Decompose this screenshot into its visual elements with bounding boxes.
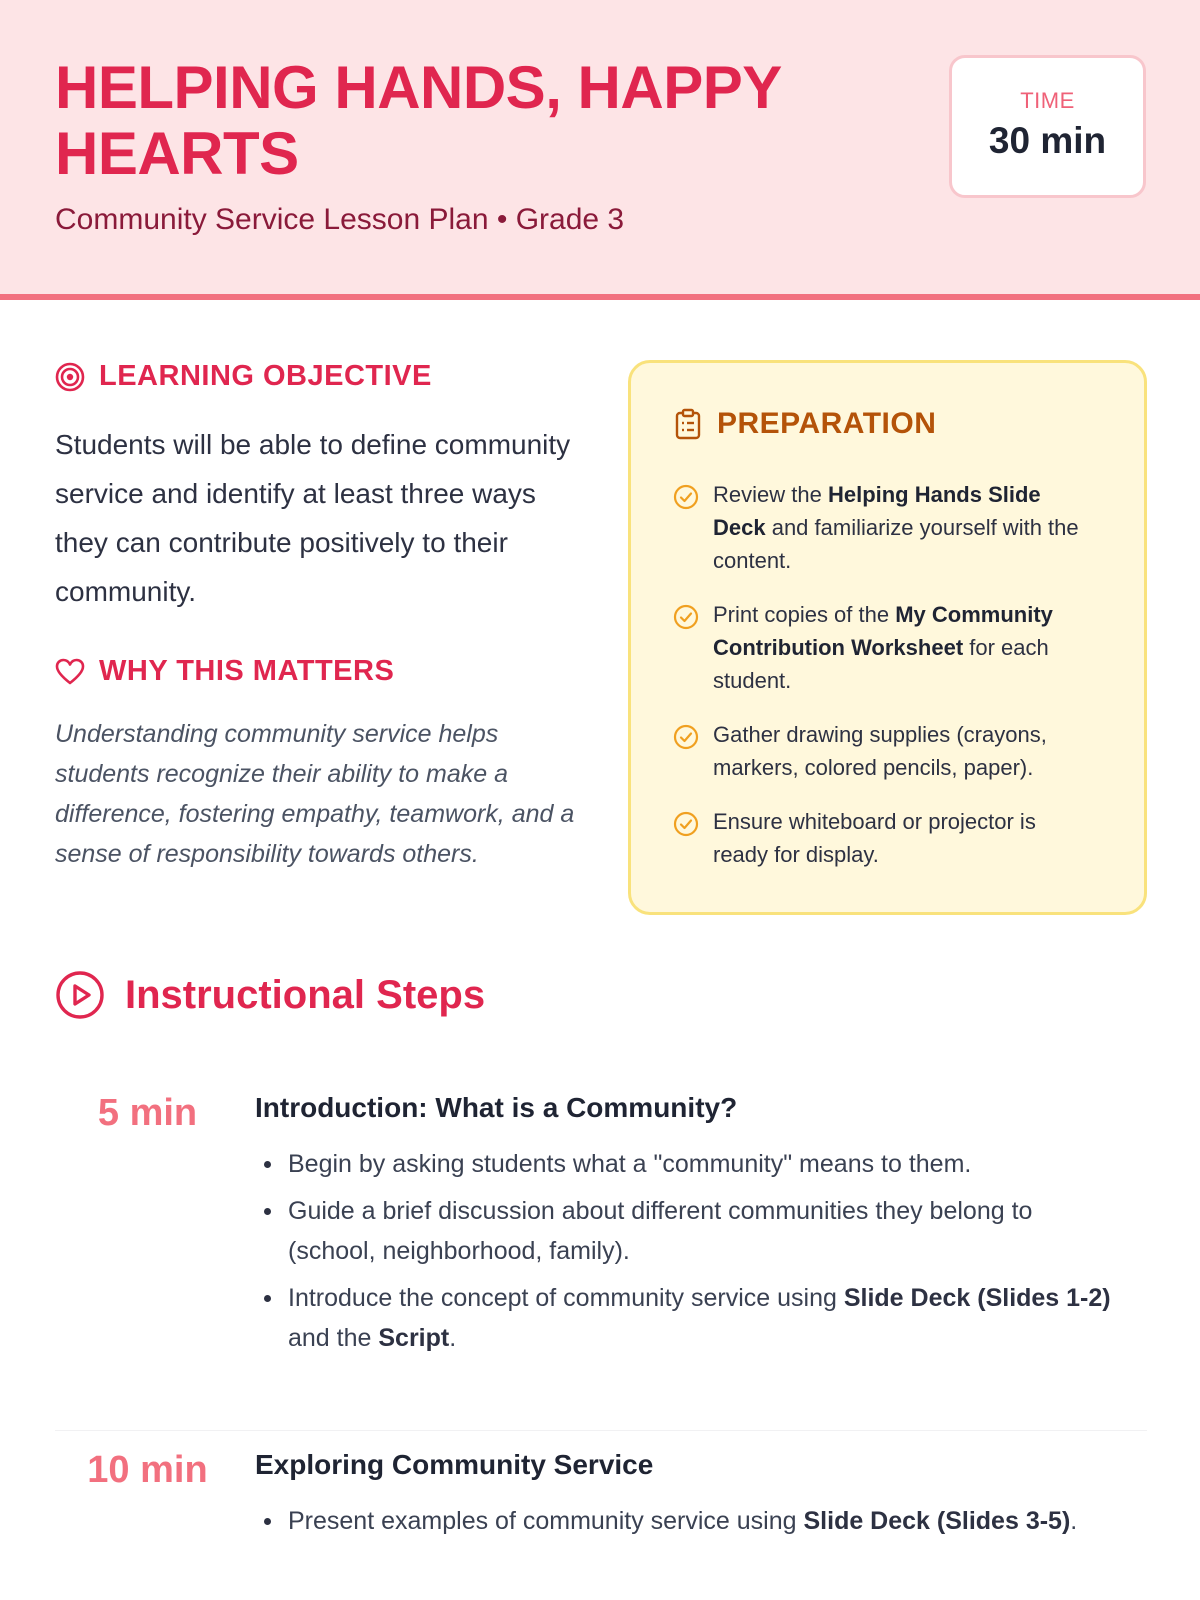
preparation-item: [673, 718, 1093, 784]
step-bullet: Introduce the concept of community service using Slide Deck (Slides 1-2) and the Script.: [255, 1278, 1125, 1358]
step-card: [55, 1080, 1147, 1380]
objective-text: Students will be able to define community service and identify at least three ways they can contribute positively to their community.: [55, 429, 571, 607]
step-bullet: Begin by asking students what a "community" means to them.: [255, 1144, 1125, 1184]
header: [0, 0, 1200, 300]
check-circle-icon: [673, 724, 699, 750]
step-duration: 10 min: [87, 1449, 208, 1491]
clipboard-icon: [675, 408, 701, 440]
time-value: 30 min: [988, 120, 1107, 161]
step-title: Exploring Community Service: [255, 1449, 654, 1480]
check-circle-icon: [673, 604, 699, 630]
step-title: Introduction: What is a Community?: [255, 1092, 738, 1123]
preparation-item-text: Ensure whiteboard or projector is ready for display.: [713, 809, 1036, 867]
page-title: HELPING HANDS, HAPPY HEARTS: [55, 54, 781, 187]
preparation-item: [673, 478, 1093, 577]
why-text: Understanding community service helps students recognize their ability to make a difference, fostering empathy, teamwork, and a sense of responsibility towards others.: [55, 720, 575, 868]
page-subtitle: Community Service Lesson Plan • Grade 3: [55, 203, 625, 236]
preparation-item: [673, 598, 1093, 697]
preparation-item-text: Print copies of the My Community Contribution Worksheet for each student.: [713, 602, 1053, 693]
preparation-item-text: Gather drawing supplies (crayons, markers, colored pencils, paper).: [713, 722, 1047, 780]
preparation-heading: [675, 407, 936, 441]
step-bullets: [255, 1144, 1125, 1365]
objective-heading: [55, 360, 432, 393]
instructional-steps-heading: [55, 970, 485, 1020]
time-card: [949, 55, 1146, 198]
objective-heading-label: LEARNING OBJECTIVE: [99, 360, 432, 392]
step-card: [55, 1430, 1147, 1600]
why-heading-label: WHY THIS MATTERS: [99, 655, 395, 687]
play-circle-icon: [55, 970, 105, 1020]
why-heading: [55, 655, 394, 688]
time-label: TIME: [1020, 88, 1075, 113]
step-bullet: Present examples of community service using Slide Deck (Slides 3-5).: [255, 1501, 1125, 1541]
heart-icon: [55, 657, 85, 687]
preparation-heading-label: PREPARATION: [717, 407, 937, 440]
target-icon: [55, 362, 85, 392]
step-bullets: [255, 1501, 1125, 1548]
preparation-item-text: Review the Helping Hands Slide Deck and familiarize yourself with the content.: [713, 482, 1079, 573]
preparation-card: [628, 360, 1147, 915]
step-bullet: Guide a brief discussion about different communities they belong to (school, neighborhood, family).: [255, 1191, 1125, 1271]
check-circle-icon: [673, 811, 699, 837]
instructional-steps-label: Instructional Steps: [125, 972, 486, 1017]
check-circle-icon: [673, 484, 699, 510]
step-duration: 5 min: [97, 1092, 198, 1134]
preparation-item: [673, 805, 1093, 871]
preparation-list: [673, 478, 1093, 892]
